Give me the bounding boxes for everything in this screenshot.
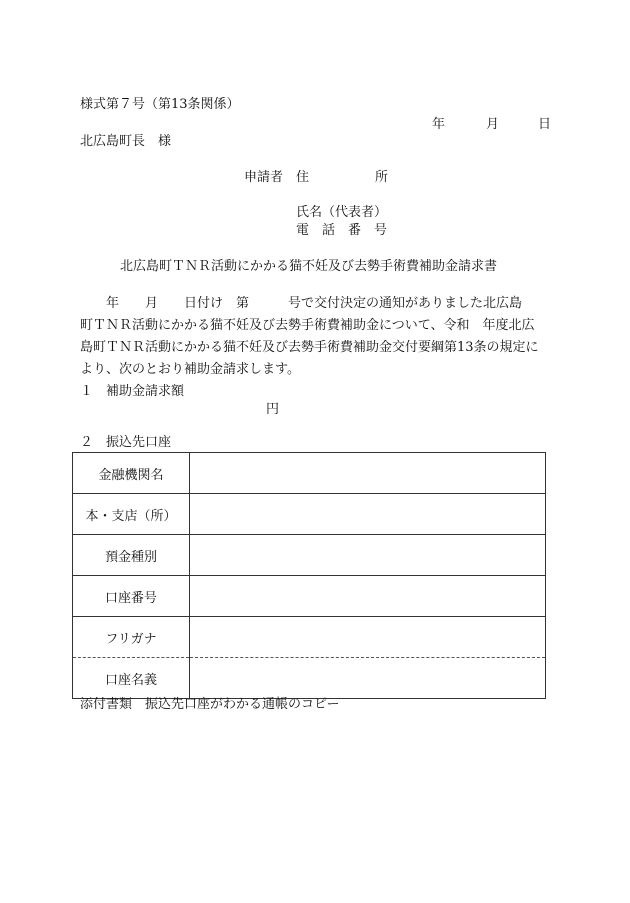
row-label-account-type: 預金種別 — [73, 535, 190, 576]
addressee: 北広島町長 様 — [80, 134, 172, 149]
body-line: 年 月 日付け 第 号で交付決定の通知がありました北広島 — [80, 296, 523, 311]
bank-account-table — [72, 452, 546, 699]
body-line: 島町ＴＮＲ活動にかかる猫不妊及び去勢手術費補助金交付要綱第13条の規定に — [80, 340, 539, 355]
applicant-label: 申請者 — [244, 170, 284, 185]
table-row — [73, 576, 546, 617]
field-account-holder[interactable] — [190, 658, 546, 699]
applicant-phone-label: 電 話 番 号 — [296, 223, 388, 238]
applicant-name-label: 氏名（代表者） — [296, 205, 388, 220]
body-line: より、次のとおり補助金請求します。 — [80, 362, 300, 377]
field-furigana[interactable] — [190, 617, 546, 658]
row-label-furigana: フリガナ — [73, 617, 190, 658]
field-bank-name[interactable] — [190, 453, 546, 494]
form-number: 様式第７号（第13条関係） — [80, 97, 240, 112]
field-account-number[interactable] — [190, 576, 546, 617]
applicant-address-2: 所 — [375, 170, 389, 185]
document-title: 北広島町ＴＮＲ活動にかかる猫不妊及び去勢手術費補助金請求書 — [120, 259, 498, 274]
table-row — [73, 494, 546, 535]
attachment-note: 添付書類 振込先口座がわかる通帳のコピー — [80, 697, 340, 712]
table-row — [73, 617, 546, 658]
body-line: 町ＴＮＲ活動にかかる猫不妊及び去勢手術費補助金について、令和 年度北広 — [80, 318, 535, 333]
body-paragraph — [80, 293, 552, 381]
date-month: 月 — [486, 117, 500, 132]
section1-heading: １ 補助金請求額 — [80, 384, 185, 399]
table-row — [73, 535, 546, 576]
row-label-branch: 本・支店（所） — [73, 494, 190, 535]
applicant-address-1: 住 — [296, 170, 310, 185]
row-label-account-holder: 口座名義 — [73, 658, 190, 699]
table-row — [73, 658, 546, 699]
date-year: 年 — [432, 117, 446, 132]
row-label-account-number: 口座番号 — [73, 576, 190, 617]
field-branch[interactable] — [190, 494, 546, 535]
amount-unit: 円 — [266, 402, 280, 417]
date-day: 日 — [538, 117, 552, 132]
table-row — [73, 453, 546, 494]
field-account-type[interactable] — [190, 535, 546, 576]
section2-heading: ２ 振込先口座 — [80, 435, 172, 450]
row-label-bank-name: 金融機関名 — [73, 453, 190, 494]
